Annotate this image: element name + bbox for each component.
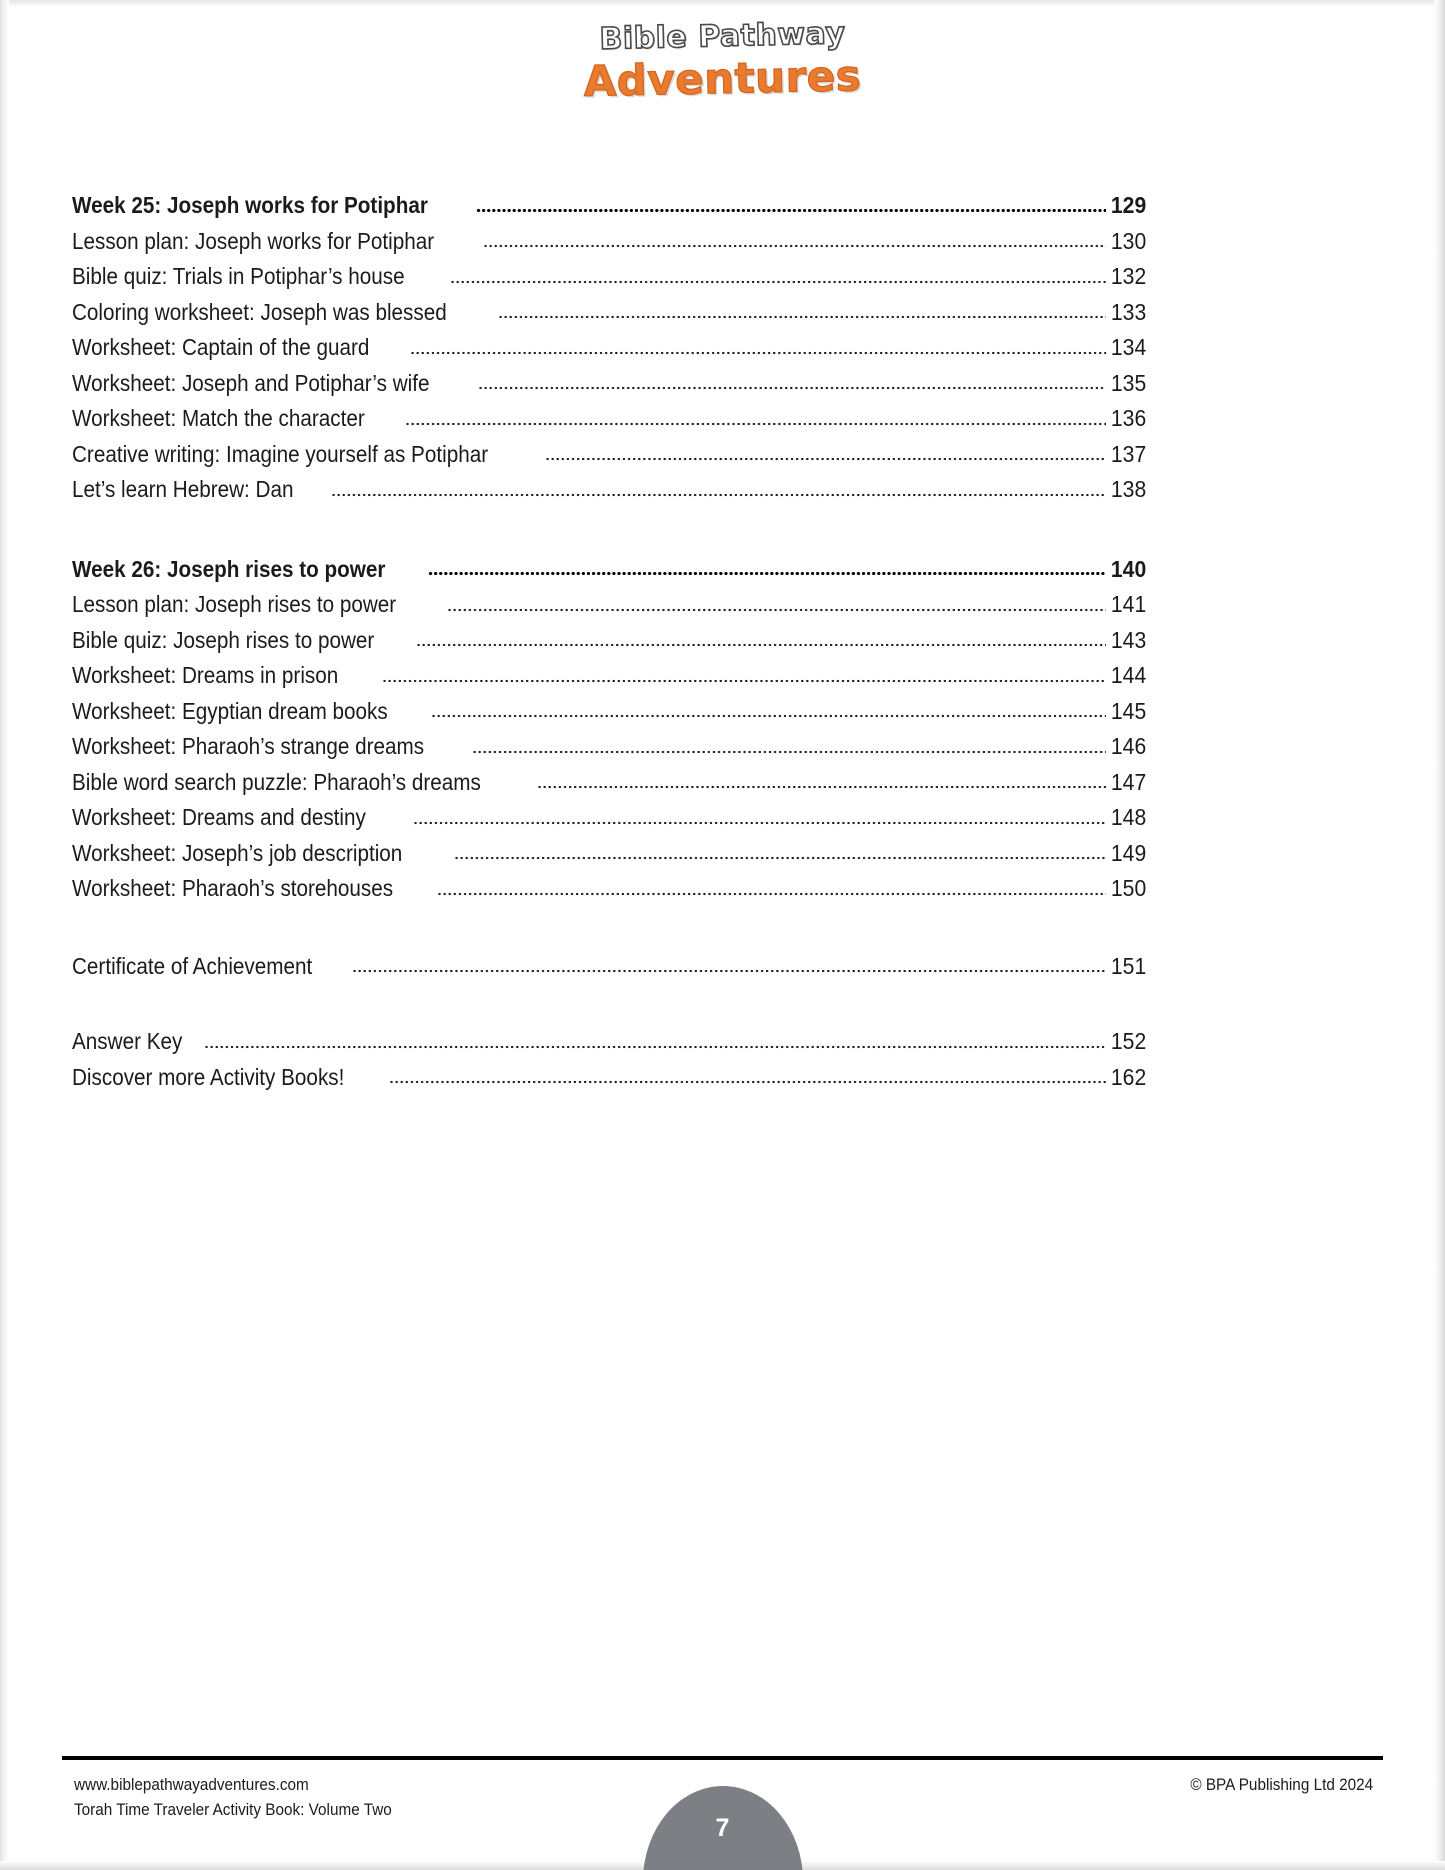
toc-entry-page: 152 bbox=[1110, 1028, 1146, 1054]
toc-entry[interactable] bbox=[72, 218, 1146, 254]
toc-leader-dots bbox=[431, 714, 1106, 718]
toc-leader-dots bbox=[498, 315, 1106, 319]
toc-entry-page: 136 bbox=[1110, 405, 1146, 431]
toc-leader-dots bbox=[483, 244, 1105, 248]
toc-entry-label: Coloring worksheet: Joseph was blessed bbox=[72, 298, 447, 325]
table-of-contents bbox=[72, 182, 1146, 1089]
toc-leader-dots bbox=[382, 679, 1106, 683]
toc-entry-label: Bible quiz: Trials in Potiphar’s house bbox=[72, 263, 405, 289]
toc-entry-answer-key[interactable] bbox=[72, 1018, 1146, 1054]
toc-entry-label: Let’s learn Hebrew: Dan bbox=[72, 476, 294, 502]
toc-leader-dots bbox=[437, 892, 1106, 896]
toc-leader-dots bbox=[472, 750, 1106, 754]
toc-leader-dots bbox=[454, 856, 1105, 860]
page-number-bubble bbox=[643, 1786, 803, 1870]
toc-entry-label: Creative writing: Imagine yourself as Potiphar bbox=[72, 440, 489, 467]
page-edge-shadow-left bbox=[0, 0, 9, 1870]
toc-entry-page: 145 bbox=[1110, 697, 1146, 724]
toc-entry[interactable] bbox=[72, 360, 1146, 396]
toc-entry[interactable] bbox=[72, 289, 1146, 325]
toc-entry-page: 141 bbox=[1110, 591, 1146, 617]
logo-line-adventures: Adventures bbox=[583, 51, 862, 106]
footer-copyright: © BPA Publishing Ltd 2024 bbox=[1190, 1775, 1373, 1794]
toc-entry-label: Worksheet: Egyptian dream books bbox=[72, 697, 388, 724]
toc-heading-label: Week 25: Joseph works for Potiphar bbox=[72, 192, 428, 218]
toc-entry-label: Worksheet: Pharaoh’s strange dreams bbox=[72, 733, 425, 759]
toc-leader-dots bbox=[405, 422, 1106, 426]
toc-heading-page: 140 bbox=[1110, 555, 1146, 582]
toc-entry-discover-more[interactable] bbox=[72, 1054, 1146, 1090]
toc-section-spacer bbox=[72, 978, 1146, 1018]
footer-right-block bbox=[1170, 1772, 1373, 1797]
toc-heading-page: 129 bbox=[1110, 192, 1146, 218]
toc-leader-dots bbox=[476, 208, 1105, 213]
toc-entry-page: 143 bbox=[1110, 626, 1146, 653]
toc-entry-page: 148 bbox=[1110, 804, 1146, 830]
toc-leader-dots bbox=[537, 785, 1106, 789]
toc-entry-page: 133 bbox=[1110, 298, 1146, 325]
toc-leader-dots bbox=[428, 571, 1106, 576]
toc-group-heading[interactable] bbox=[72, 182, 1146, 218]
brand-logo bbox=[0, 16, 1445, 106]
toc-entry-page: 137 bbox=[1110, 440, 1146, 467]
toc-entry[interactable] bbox=[72, 865, 1146, 901]
toc-entry-label: Worksheet: Dreams and destiny bbox=[72, 804, 366, 830]
toc-entry-label: Worksheet: Dreams in prison bbox=[72, 662, 339, 688]
toc-section-spacer bbox=[72, 901, 1146, 943]
toc-entry[interactable] bbox=[72, 794, 1146, 830]
toc-entry[interactable] bbox=[72, 395, 1146, 431]
toc-entry-label: Bible word search puzzle: Pharaoh’s dreams bbox=[72, 768, 481, 795]
toc-entry[interactable] bbox=[72, 253, 1146, 289]
toc-section-spacer bbox=[72, 502, 1146, 546]
page-edge-shadow-top bbox=[0, 0, 1445, 7]
toc-heading-label: Week 26: Joseph rises to power bbox=[72, 555, 386, 582]
toc-entry-page: 138 bbox=[1110, 476, 1146, 502]
toc-leader-dots bbox=[389, 1080, 1106, 1084]
toc-entry-label: Lesson plan: Joseph works for Potiphar bbox=[72, 227, 435, 254]
toc-entry-page: 132 bbox=[1110, 263, 1146, 289]
toc-group-heading[interactable] bbox=[72, 546, 1146, 582]
toc-entry-page: 150 bbox=[1110, 875, 1146, 901]
toc-entry[interactable] bbox=[72, 723, 1146, 759]
toc-entry-page: 162 bbox=[1110, 1063, 1146, 1090]
toc-leader-dots bbox=[447, 608, 1105, 612]
toc-leader-dots bbox=[413, 821, 1106, 825]
toc-entry[interactable] bbox=[72, 431, 1146, 467]
toc-entry-label: Lesson plan: Joseph rises to power bbox=[72, 591, 397, 617]
toc-entry-label: Worksheet: Pharaoh’s storehouses bbox=[72, 875, 394, 901]
toc-leader-dots bbox=[450, 280, 1106, 284]
toc-entry[interactable] bbox=[72, 324, 1146, 360]
footer-book-title: Torah Time Traveler Activity Book: Volume Two bbox=[74, 1800, 392, 1819]
toc-entry-label: Certificate of Achievement bbox=[72, 952, 313, 979]
toc-entry-page: 130 bbox=[1110, 227, 1146, 254]
toc-entry-page: 134 bbox=[1110, 334, 1146, 360]
toc-entry-label: Worksheet: Joseph and Potiphar’s wife bbox=[72, 369, 430, 396]
toc-leader-dots bbox=[545, 457, 1106, 461]
toc-entry-page: 144 bbox=[1110, 662, 1146, 688]
page-edge-shadow-right bbox=[1434, 0, 1445, 1870]
toc-entry-page: 149 bbox=[1110, 839, 1146, 866]
toc-entry[interactable] bbox=[72, 759, 1146, 795]
toc-entry-page: 135 bbox=[1110, 369, 1146, 396]
toc-leader-dots bbox=[478, 386, 1106, 390]
page-number: 7 bbox=[715, 1814, 730, 1842]
toc-leader-dots bbox=[204, 1045, 1105, 1049]
footer-left-block bbox=[74, 1772, 427, 1822]
footer-divider bbox=[62, 1756, 1383, 1760]
toc-entry-label: Discover more Activity Books! bbox=[72, 1063, 345, 1090]
toc-entry-label: Worksheet: Joseph’s job description bbox=[72, 839, 403, 866]
toc-entry[interactable] bbox=[72, 617, 1146, 653]
toc-entry[interactable] bbox=[72, 830, 1146, 866]
toc-entry-label: Worksheet: Captain of the guard bbox=[72, 334, 370, 360]
toc-leader-dots bbox=[352, 969, 1106, 973]
toc-entry-label: Answer Key bbox=[72, 1028, 183, 1054]
toc-leader-dots bbox=[410, 351, 1106, 355]
toc-entry-page: 147 bbox=[1110, 768, 1146, 795]
logo-line-bible-pathway: Bible Pathway bbox=[599, 16, 846, 57]
toc-entry[interactable] bbox=[72, 581, 1146, 617]
toc-entry[interactable] bbox=[72, 688, 1146, 724]
toc-leader-dots bbox=[331, 493, 1106, 497]
toc-entry-label: Worksheet: Match the character bbox=[72, 405, 365, 431]
toc-entry-label: Bible quiz: Joseph rises to power bbox=[72, 626, 375, 653]
toc-entry[interactable] bbox=[72, 652, 1146, 688]
footer-website[interactable]: www.biblepathwayadventures.com bbox=[74, 1775, 309, 1794]
toc-leader-dots bbox=[416, 643, 1106, 647]
toc-entry[interactable] bbox=[72, 466, 1146, 502]
toc-entry-page: 151 bbox=[1110, 952, 1146, 979]
toc-entry-page: 146 bbox=[1110, 733, 1146, 759]
toc-entry-certificate[interactable] bbox=[72, 943, 1146, 979]
